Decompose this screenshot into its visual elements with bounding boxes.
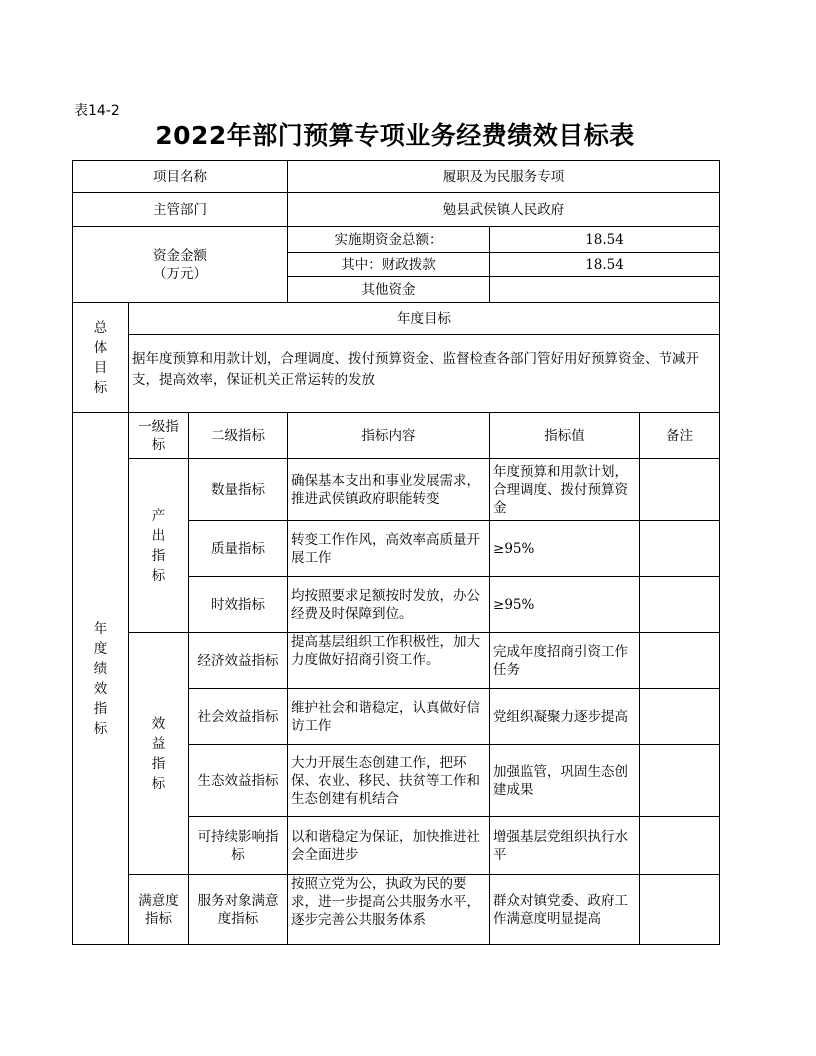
header-value: 指标值 xyxy=(490,413,640,459)
indicator-level2: 时效指标 xyxy=(189,577,288,633)
header-level2: 二级指标 xyxy=(189,413,288,459)
indicator-note xyxy=(640,875,720,945)
benefit-indicators-label: 效 益 指 标 xyxy=(129,633,189,875)
funds-total-value: 18.54 xyxy=(490,227,720,253)
funds-amount-label xyxy=(73,227,288,303)
indicator-value: 群众对镇党委、政府工作满意度明显提高 xyxy=(490,875,640,945)
project-name-value: 履职及为民服务专项 xyxy=(288,161,720,193)
indicator-value: 年度预算和用款计划，合理调度、拨付预算资金 xyxy=(490,459,640,521)
indicator-content: 维护社会和谐稳定，认真做好信访工作 xyxy=(288,689,490,745)
table-number: 表14-2 xyxy=(74,103,120,119)
header-level1: 一级指标 xyxy=(129,413,189,459)
indicator-level2: 可持续影响指标 xyxy=(189,817,288,875)
indicator-value: 增强基层党组织执行水平 xyxy=(490,817,640,875)
funds-unit: （万元） xyxy=(153,265,207,282)
funds-fiscal-value: 18.54 xyxy=(490,253,720,277)
indicator-content: 以和谐稳定为保证，加快推进社会全面进步 xyxy=(288,817,490,875)
annual-performance-label: 年 度 绩 效 指 标 xyxy=(73,413,129,945)
indicator-content: 均按照要求足额按时发放，办公经费及时保障到位。 xyxy=(288,577,490,633)
funds-other-label: 其他资金 xyxy=(288,277,490,303)
indicator-note xyxy=(640,459,720,521)
project-name-label: 项目名称 xyxy=(73,161,288,193)
indicator-level2: 社会效益指标 xyxy=(189,689,288,745)
funds-other-value xyxy=(490,277,720,303)
indicator-content: 按照立党为公，执政为民的要求，进一步提高公共服务水平，逐步完善公共服务体系 xyxy=(288,875,490,945)
satisfaction-indicators-label: 满意度指标 xyxy=(129,875,189,945)
department-value: 勉县武侯镇人民政府 xyxy=(288,193,720,227)
indicator-level2: 服务对象满意度指标 xyxy=(189,875,288,945)
indicator-content: 提高基层组织工作积极性，加大力度做好招商引资工作。 xyxy=(288,633,490,689)
indicator-content: 大力开展生态创建工作，把环保、农业、移民、扶贫等工作和生态创建有机结合 xyxy=(288,745,490,817)
indicator-value: 加强监管，巩固生态创建成果 xyxy=(490,745,640,817)
page-title: 2022年部门预算专项业务经费绩效目标表 xyxy=(155,121,635,150)
funds-label: 资金金额 xyxy=(153,247,207,264)
indicator-content: 转变工作作风，高效率高质量开展工作 xyxy=(288,521,490,577)
department-label: 主管部门 xyxy=(73,193,288,227)
indicator-value: 党组织凝聚力逐步提高 xyxy=(490,689,640,745)
header-note: 备注 xyxy=(640,413,720,459)
annual-goal-label: 年度目标 xyxy=(129,303,720,335)
indicator-value: ≥95% xyxy=(490,521,640,577)
output-indicators-label: 产 出 指 标 xyxy=(129,459,189,633)
indicator-note xyxy=(640,521,720,577)
header-content: 指标内容 xyxy=(288,413,490,459)
funds-total-label: 实施期资金总额： xyxy=(288,227,490,253)
funds-fiscal-label: 其中：财政拨款 xyxy=(288,253,490,277)
indicator-value: ≥95% xyxy=(490,577,640,633)
overall-goal-label: 总 体 目 标 xyxy=(73,303,129,413)
indicator-level2: 质量指标 xyxy=(189,521,288,577)
indicator-note xyxy=(640,689,720,745)
indicator-value: 完成年度招商引资工作任务 xyxy=(490,633,640,689)
indicator-note xyxy=(640,745,720,817)
indicator-content: 确保基本支出和事业发展需求，推进武侯镇政府职能转变 xyxy=(288,459,490,521)
indicator-level2: 经济效益指标 xyxy=(189,633,288,689)
indicator-level2: 数量指标 xyxy=(189,459,288,521)
indicator-note xyxy=(640,577,720,633)
annual-goal-text: 据年度预算和用款计划，合理调度、拨付预算资金、监督检查各部门管好用好预算资金、节减开支，提高效率，保证机关正常运转的发放 xyxy=(129,335,720,413)
performance-target-table xyxy=(72,160,720,945)
indicator-note xyxy=(640,817,720,875)
indicator-note xyxy=(640,633,720,689)
indicator-level2: 生态效益指标 xyxy=(189,745,288,817)
